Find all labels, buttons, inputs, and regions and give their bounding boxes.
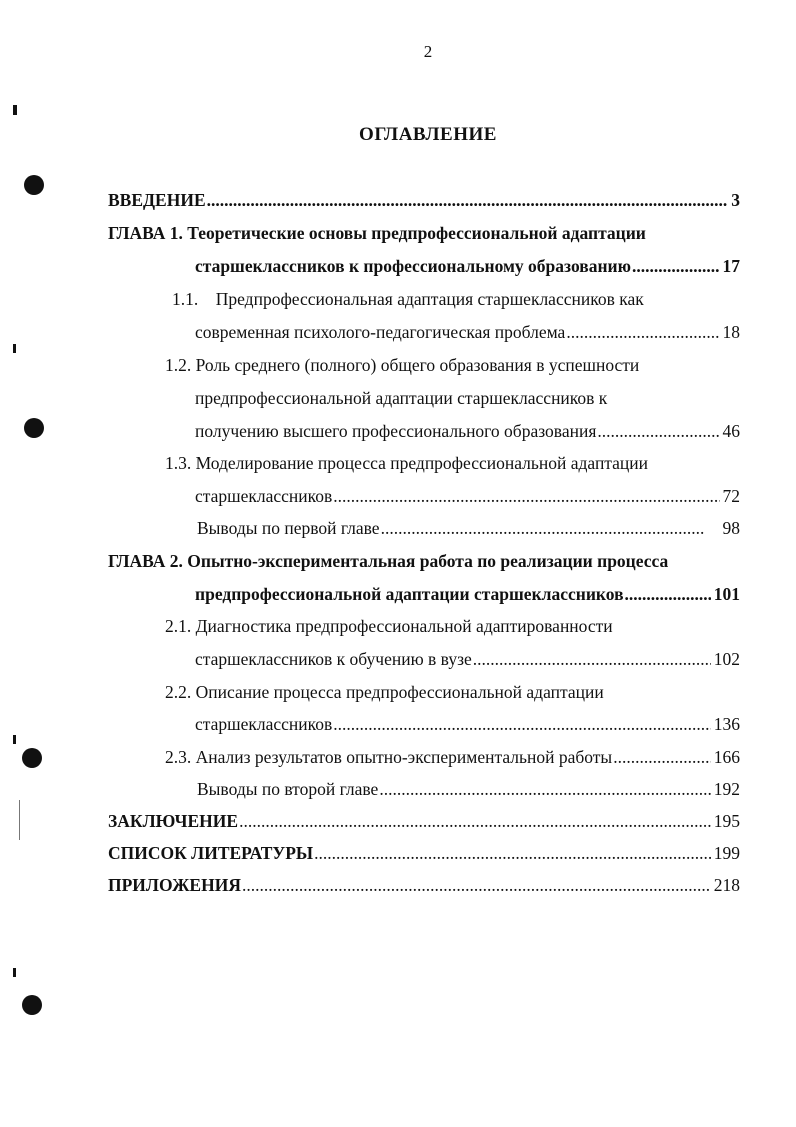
toc-page-number: 102 [713,649,740,669]
toc-leader [632,251,720,281]
toc-page-number: 72 [722,486,740,506]
toc-entry-chapter-2[interactable] [108,546,668,576]
toc-page-number: 218 [713,875,740,895]
toc-entry-section-2-3[interactable] [165,742,740,772]
toc-entry-label: Выводы по второй главе [197,779,379,799]
toc-entry-label: предпрофессиональной адаптации старшеклассников [195,584,624,604]
toc-entry-label: 2.1. Диагностика предпрофессиональной адаптированности [165,616,613,636]
toc-entry-references[interactable] [108,838,740,868]
toc-entry-label: ГЛАВА 1. Теоретические основы предпрофессиональной адаптации [108,223,646,243]
toc-leader [379,774,710,804]
toc-entry-label: получению высшего профессионального образования [195,421,597,441]
binder-tick [13,735,16,744]
toc-entry-section-2-2-cont[interactable] [195,709,740,739]
toc-entry-label: предпрофессиональной адаптации старшеклассников к [195,388,608,408]
toc-page-number: 17 [722,256,740,276]
toc-entry-chapter-2-cont[interactable] [195,579,740,609]
toc-title: ОГЛАВЛЕНИЕ [359,124,497,145]
toc-entry-label: ПРИЛОЖЕНИЯ [108,875,241,895]
toc-entry-appendices[interactable] [108,870,740,900]
toc-entry-label: 1.3. Моделирование процесса предпрофессиональной адаптации [165,453,649,473]
toc-page-number: 18 [722,322,740,342]
toc-entry-label: ЗАКЛЮЧЕНИЕ [108,811,239,831]
toc-page-number: 166 [713,747,740,767]
toc-entry-section-1-1-cont[interactable] [195,317,740,347]
toc-page-number: 192 [713,779,740,799]
toc-entry-section-2-1-cont[interactable] [195,644,740,674]
toc-entry-label: 1.2. Роль среднего (полного) общего образования в успешности [165,355,640,375]
toc-entry-label: старшеклассников [195,714,333,734]
toc-entry-conclusions-2[interactable] [197,774,740,804]
toc-leader [625,579,711,609]
toc-entry-label: современная психолого-педагогическая проблема [195,322,566,342]
toc-leader [597,416,719,446]
binder-hole [22,995,42,1015]
toc-leader [333,481,719,511]
toc-entry-label: старшеклассников [195,486,333,506]
toc-entry-chapter-1-cont[interactable] [195,251,740,281]
toc-entry-label: СПИСОК ЛИТЕРАТУРЫ [108,843,314,863]
toc-entry-label: Выводы по первой главе [197,518,380,538]
toc-page-number: 101 [713,584,740,604]
toc-page-number: 195 [713,811,740,831]
toc-page-number: 46 [722,421,740,441]
toc-entry-label: 1.1. Предпрофессиональная адаптация старшеклассников как [172,289,644,309]
toc-entry-chapter-1[interactable] [108,218,646,248]
toc-entry-label: 2.2. Описание процесса предпрофессиональной адаптации [165,682,604,702]
toc-entry-introduction[interactable] [108,185,740,215]
binder-tick [13,344,16,353]
toc-entry-section-2-2[interactable] [165,677,604,707]
toc-leader [207,185,729,215]
toc-entry-label: ВВЕДЕНИЕ [108,190,206,210]
binder-line [19,800,20,840]
binder-hole [24,175,44,195]
page-number: 2 [423,42,433,61]
toc-leader [314,838,711,868]
binder-tick [13,105,17,115]
toc-entry-label: 2.3. Анализ результатов опытно-экспериментальной работы [165,747,613,767]
toc-entry-section-1-1[interactable] [172,284,644,314]
toc-leader [566,317,719,347]
toc-entry-conclusion[interactable] [108,806,740,836]
toc-entry-conclusions-1[interactable] [197,513,740,543]
toc-entry-section-2-1[interactable] [165,611,613,641]
binder-tick [13,968,16,977]
toc-page-number: 3 [731,190,740,210]
toc-entry-section-1-2-cont2[interactable] [195,416,740,446]
toc-entry-section-1-2[interactable] [165,350,639,380]
toc-leader [381,513,705,543]
toc-page-number: 199 [713,843,740,863]
toc-entry-label: ГЛАВА 2. Опытно-экспериментальная работа по реализации процесса [108,551,669,571]
toc-entry-label: старшеклассников к профессиональному образованию [195,256,631,276]
toc-leader [473,644,711,674]
toc-entry-section-1-2-cont[interactable] [195,383,607,413]
toc-page-number: 136 [713,714,740,734]
toc-leader [333,709,710,739]
toc-leader [242,870,711,900]
toc-entry-section-1-3-cont[interactable] [195,481,740,511]
toc-page-number: 98 [722,518,740,538]
binder-hole [22,748,42,768]
toc-leader [239,806,711,836]
binder-hole [24,418,44,438]
toc-leader [613,742,711,772]
toc-entry-section-1-3[interactable] [165,448,648,478]
toc-entry-label: старшеклассников к обучению в вузе [195,649,472,669]
